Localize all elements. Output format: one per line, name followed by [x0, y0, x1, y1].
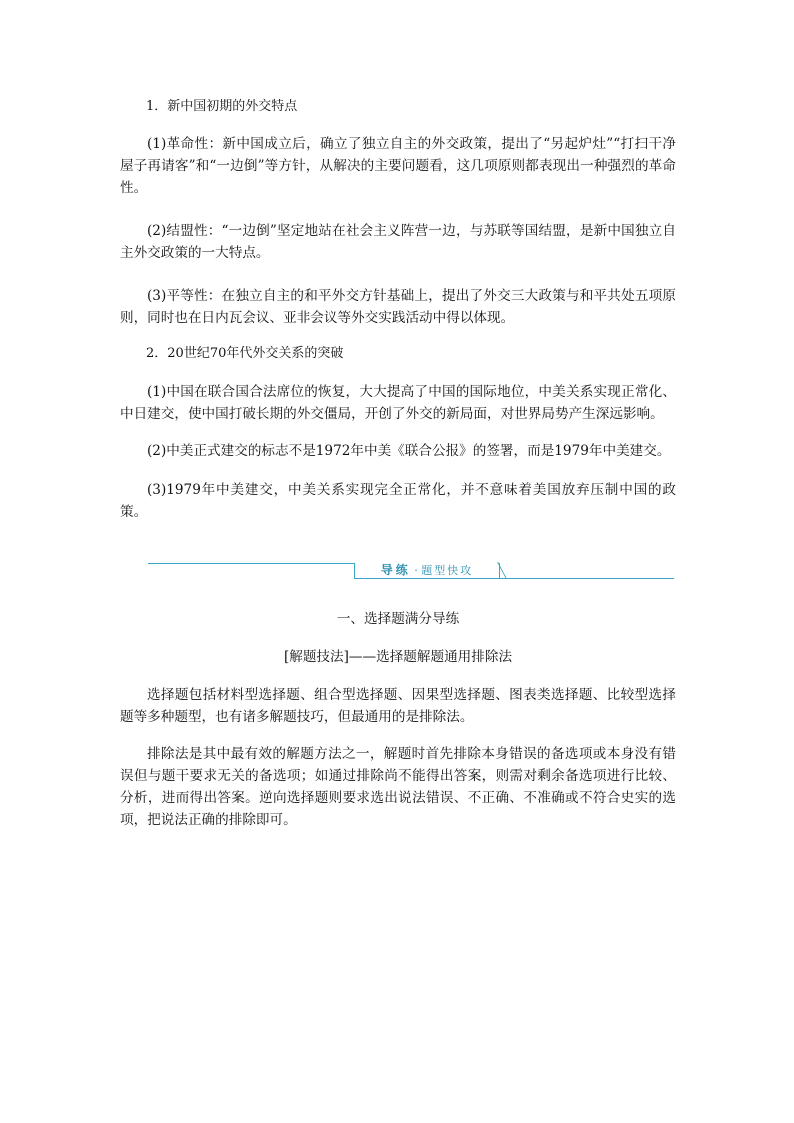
part-paragraph-2: 排除法是其中最有效的解题方法之一，解题时首先排除本身错误的备选项或本身没有错误但与题干要求无关的备选项；如通过排除尚不能得出答案，则需对剩余备选项进行比较、分析，进而得出答案。逆向选择题则要求选出说法错误、不正确、不准确或不符合史实的选项，把说法正确的排除即可。 — [120, 746, 676, 828]
part-title: 一、选择题满分导练 — [336, 611, 460, 627]
banner-sub-label: 题型快攻 — [421, 564, 474, 577]
section-2-paragraph-1: (1)中国在联合国合法席位的恢复，大大提高了中国的国际地位，中美关系实现正常化、中日建交，使中国打破长期的外交僵局，开创了外交的新局面，对世界局势产生深远影响。 — [120, 384, 676, 422]
banner-rule-right — [500, 578, 674, 579]
section-banner — [148, 560, 674, 582]
section-1-paragraph-2: (2)结盟性：“一边倒”坚定地站在社会主义阵营一边，与苏联等国结盟，是新中国独立自主外交政策的一大特点。 — [120, 223, 676, 261]
part-paragraph-1: 选择题包括材料型选择题、组合型选择题、因果型选择题、图表类选择题、比较型选择题等多种题型，也有诸多解题技巧，但最通用的是排除法。 — [120, 687, 676, 725]
banner-tab — [354, 563, 500, 579]
section-1-paragraph-3: (3)平等性：在独立自主的和平外交方针基础上，提出了外交三大政策与和平共处五项原则，同时也在日内瓦会议、亚非会议等外交实践活动中得以体现。 — [120, 288, 676, 326]
banner-separator: · — [414, 564, 418, 577]
section-2-heading: 2．20世纪70年代外交关系的突破 — [146, 346, 344, 361]
section-1-heading: 1．新中国初期的外交特点 — [146, 99, 298, 114]
banner-main-label: 导练 — [380, 563, 411, 577]
section-2-paragraph-2: (2)中美正式建交的标志不是1972年中美《联合公报》的签署，而是1979年中美建交。 — [147, 443, 671, 459]
part-subtitle: [解题技法]——选择题解题通用排除法 — [283, 649, 513, 665]
section-2-paragraph-3: (3)1979年中美建交，中美关系实现完全正常化，并不意味着美国放弃压制中国的政策。 — [120, 482, 676, 520]
section-1-paragraph-1: (1)革命性：新中国成立后，确立了独立自主的外交政策，提出了“另起炉灶”“打扫干净屋子再请客”和“一边倒”等方针，从解决的主要问题看，这几项原则都表现出一种强烈的革命性。 — [120, 136, 676, 196]
banner-rule-left — [148, 563, 354, 564]
banner-title — [355, 563, 499, 578]
